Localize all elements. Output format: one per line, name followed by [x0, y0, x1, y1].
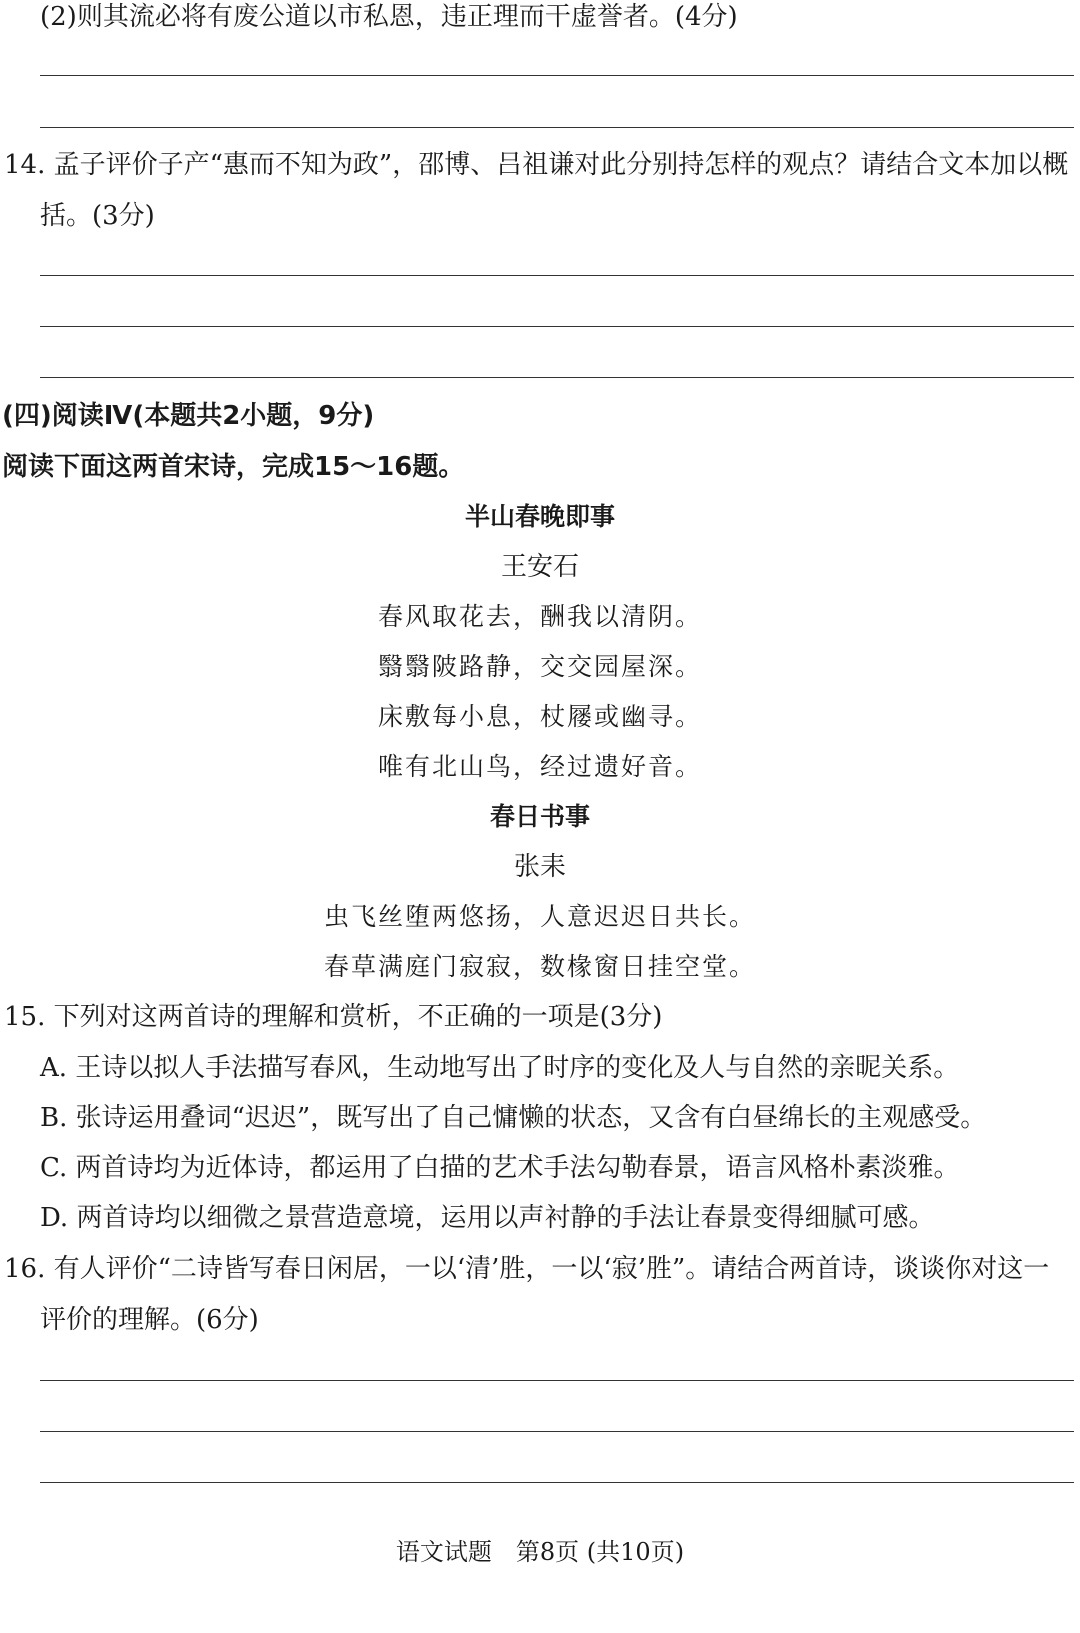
poem2-line: 虫飞丝堕两悠扬，人意迟迟日共长。: [323, 902, 756, 931]
q13-part2-prompt: (2)则其流必将有废公道以市私恩，违正理而干虚誉者。(4分): [40, 2, 738, 32]
answer-line[interactable]: [40, 1431, 1074, 1432]
poem1-title: 半山春晚即事: [464, 502, 615, 531]
poem1-line: 床敷每小息，杖屦或幽寻。: [377, 702, 702, 731]
poem1-line: 唯有北山鸟，经过遗好音。: [377, 752, 702, 781]
poem2-author: 张耒: [513, 852, 566, 882]
answer-line[interactable]: [40, 1380, 1074, 1381]
page-footer: 语文试题 第8页 (共10页): [395, 1538, 685, 1566]
answer-line[interactable]: [40, 326, 1074, 327]
answer-line[interactable]: [40, 377, 1074, 378]
q14-prompt-line1: 14. 孟子评价子产“惠而不知为政”，邵博、吕祖谦对此分别持怎样的观点？请结合文本加以概: [4, 150, 1069, 180]
poem2-line: 春草满庭门寂寂，数椽窗日挂空堂。: [323, 952, 756, 981]
answer-line[interactable]: [40, 127, 1074, 128]
q16-prompt-line2: 评价的理解。(6分): [40, 1305, 259, 1335]
q15-option-a: A. 王诗以拟人手法描写春风，生动地写出了时序的变化及人与自然的亲昵关系。: [40, 1053, 960, 1083]
section-instruction: 阅读下面这两首宋诗，完成15～16题。: [2, 452, 465, 482]
q15-stem: 15. 下列对这两首诗的理解和赏析，不正确的一项是(3分): [4, 1002, 663, 1032]
poem2-title: 春日书事: [489, 802, 590, 831]
poem1-line: 春风取花去，酬我以清阴。: [377, 602, 702, 631]
section-header: (四)阅读Ⅳ(本题共2小题，9分): [2, 401, 375, 431]
q15-option-b: B. 张诗运用叠词“迟迟”，既写出了自己慵懒的状态，又含有白昼绵长的主观感受。: [40, 1103, 987, 1133]
q14-prompt-line2: 括。(3分): [40, 201, 155, 231]
q15-option-c: C. 两首诗均为近体诗，都运用了白描的艺术手法勾勒春景，语言风格朴素淡雅。: [40, 1153, 960, 1183]
q16-prompt-line1: 16. 有人评价“二诗皆写春日闲居，一以‘清’胜，一以‘寂’胜”。请结合两首诗，谈谈你对这一: [4, 1254, 1050, 1284]
answer-line[interactable]: [40, 275, 1074, 276]
answer-line[interactable]: [40, 1482, 1074, 1483]
poem1-line: 翳翳陂路静，交交园屋深。: [377, 652, 702, 681]
answer-line[interactable]: [40, 75, 1074, 76]
q15-option-d: D. 两首诗均以细微之景营造意境，运用以声衬静的手法让春景变得细腻可感。: [40, 1203, 935, 1233]
poem1-author: 王安石: [500, 552, 579, 582]
